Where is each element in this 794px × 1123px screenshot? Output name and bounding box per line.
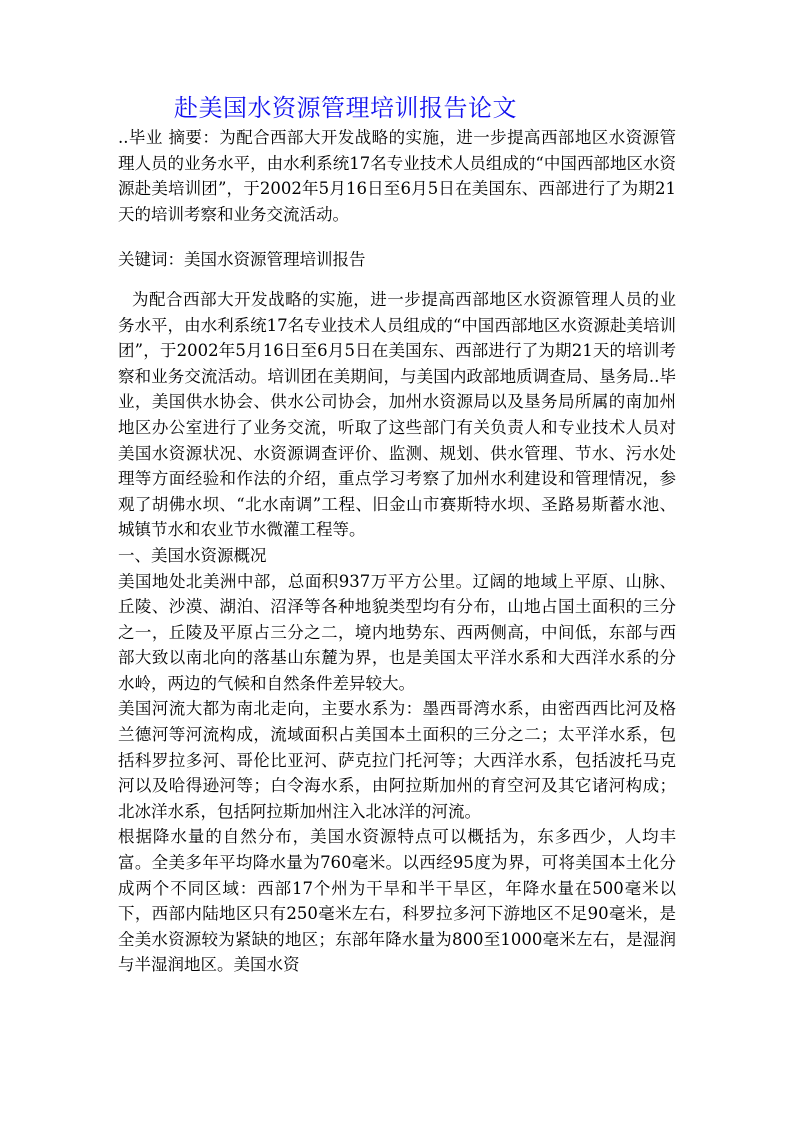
- body-paragraph-intro: 为配合西部大开发战略的实施，进一步提高西部地区水资源管理人员的业务水平，由水利系统17名专业技术人员组成的“中国西部地区水资源赴美培训团”，于2002年5月16日至6月5日在美国东、西部进行了为期21天的培训考察和业务交流活动。培训团在美期间，与美国内政部地质调查局、垦务局..毕业，美国供水协会、供水公司协会，加州水资源局以及垦务局所属的南加州地区办公室进行了业务交流，听取了这些部门有关负责人和专业技术人员对美国水资源状况、水资源调查评价、监测、规划、供水管理、节水、污水处理等方面经验和作法的介绍，重点学习考察了加州水利建设和管理情况，参观了胡佛水坝、“北水南调”工程、旧金山市赛斯特水坝、圣路易斯蓄水池、城镇节水和农业节水微灌工程等。: [118, 289, 676, 540]
- keywords-line: 关键词：美国水资源管理培训报告: [118, 250, 366, 270]
- document-title: 赴美国水资源管理培训报告论文: [174, 94, 517, 122]
- blank-line: [118, 227, 676, 247]
- abstract-paragraph: ..毕业 摘要：为配合西部大开发战略的实施，进一步提高西部地区水资源管理人员的业务水平，由水利系统17名专业技术人员组成的“中国西部地区水资源赴美培训团”，于2002年5月16日至6月5日在美国东、西部进行了为期21天的培训考察和业务交流活动。: [118, 128, 676, 224]
- document-page: [118, 92, 676, 978]
- section-heading: 一、美国水资源概况: [118, 545, 267, 565]
- body-paragraph-geography: 美国地处北美洲中部，总面积937万平方公里。辽阔的地域上平原、山脉、丘陵、沙漠、湖泊、沼泽等各种地貌类型均有分布，山地占国土面积的三分之一，丘陵及平原占三分之二，境内地势东、西两侧高，中间低，东部与西部大致以南北向的落基山东麓为界，也是美国太平洋水系和大西洋水系的分水岭，两边的气候和自然条件差异较大。: [118, 571, 676, 693]
- body-paragraph-precipitation: 根据降水量的自然分布，美国水资源特点可以概括为，东多西少，人均丰富。全美多年平均降水量为760毫米。以西经95度为界，可将美国本土化分成两个不同区域：西部17个州为干旱和半干旱区，年降水量在500毫米以下，西部内陆地区只有250毫米左右，科罗拉多河下游地区不足90毫米，是全美水资源较为紧缺的地区；东部年降水量为800至1000毫米左右，是湿润与半湿润地区。美国水资: [118, 827, 676, 975]
- body-paragraph-rivers: 美国河流大都为南北走向，主要水系为：墨西哥湾水系，由密西西比河及格兰德河等河流构成，流域面积占美国本土面积的三分之二；太平洋水系，包括科罗拉多河、哥伦比亚河、萨克拉门托河等；大西洋水系，包括波托马克河以及哈得逊河等；白令海水系，由阿拉斯加州的育空河及其它诸河构成；北冰洋水系，包括阿拉斯加州注入北冰洋的河流。: [118, 699, 676, 821]
